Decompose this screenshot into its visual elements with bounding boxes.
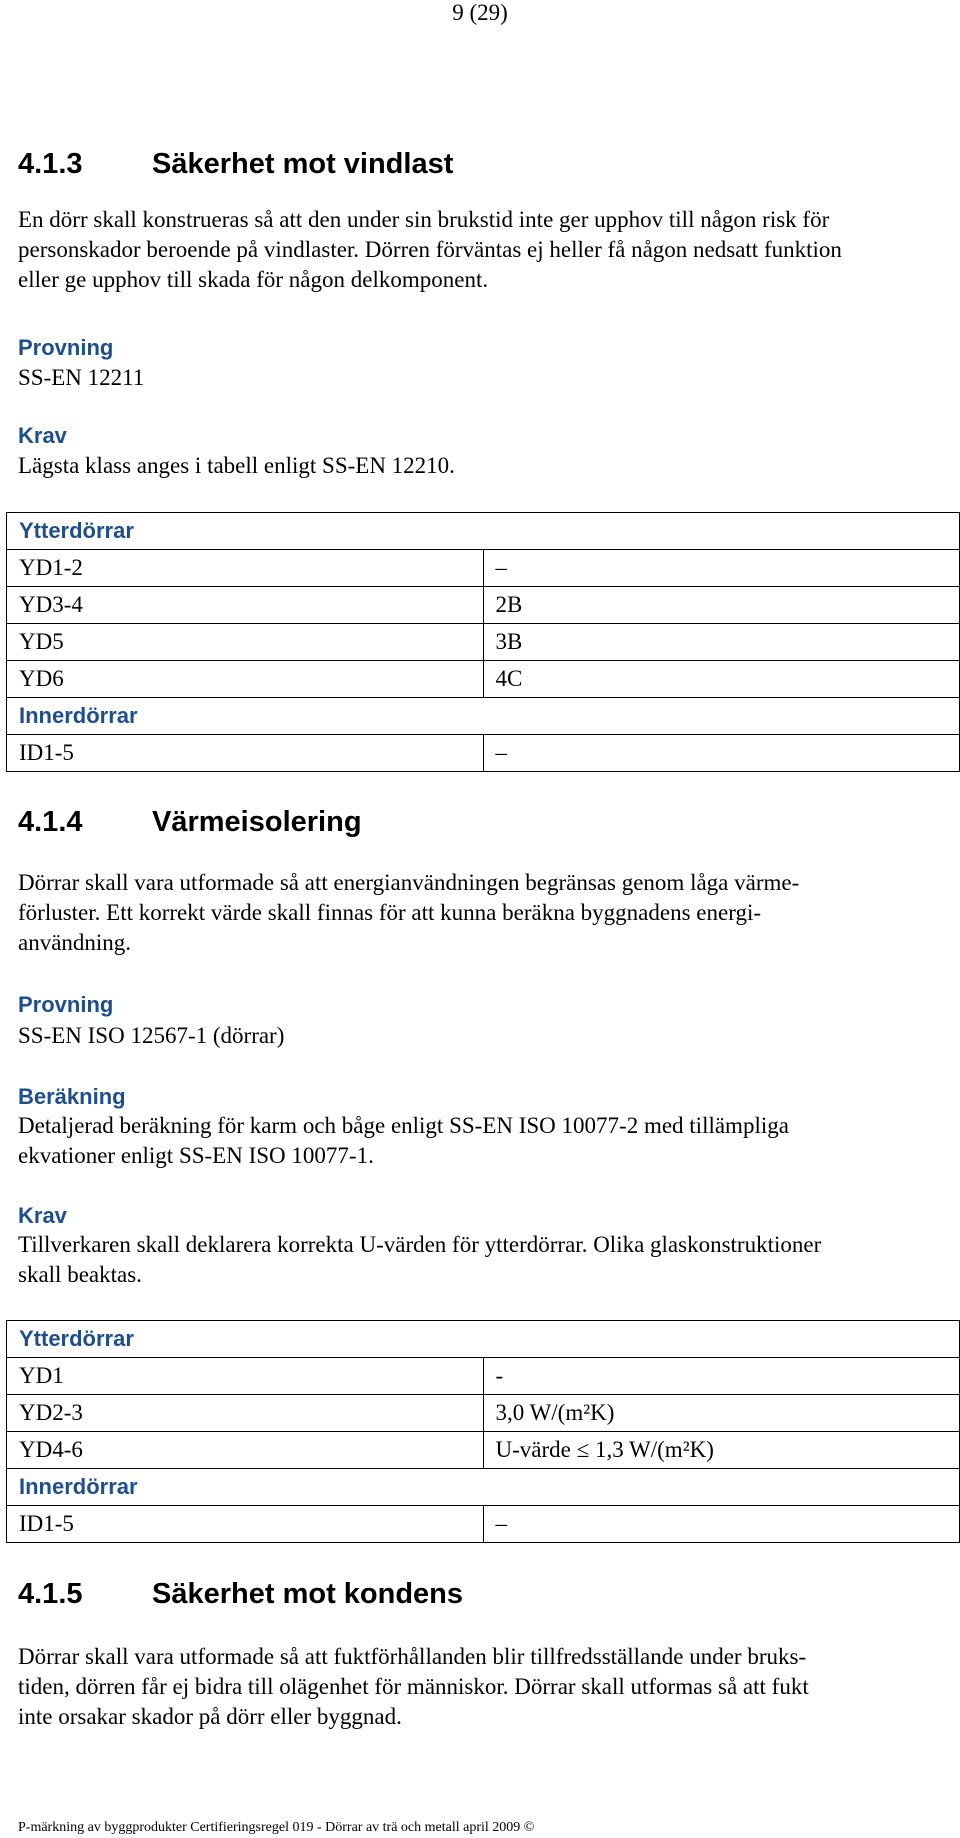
door-type-cell: ID1-5 [7, 735, 484, 772]
table-group-row [7, 1321, 960, 1358]
u-value-table [6, 1320, 960, 1543]
u-value-cell: 3,0 W/(m²K) [483, 1395, 960, 1432]
section-intro-paragraph [18, 205, 918, 295]
krav-value: Lägsta klass anges i tabell enligt SS-EN 12210. [18, 453, 455, 478]
provning-value: SS-EN 12211 [18, 365, 145, 390]
door-type-cell: YD3-4 [7, 587, 484, 624]
berakning-label: Beräkning [18, 1084, 126, 1109]
berakning-text [18, 1111, 918, 1171]
class-cell: – [483, 550, 960, 587]
krav-label: Krav [18, 1203, 67, 1228]
krav-label: Krav [18, 423, 67, 448]
door-type-cell: YD6 [7, 661, 484, 698]
table-row [7, 1358, 960, 1395]
paragraph-line: ekvationer enligt SS-EN ISO 10077-1. [18, 1143, 374, 1168]
class-cell: 3B [483, 624, 960, 661]
table-row [7, 1506, 960, 1543]
class-cell: 4C [483, 661, 960, 698]
provning-value: SS-EN ISO 12567-1 (dörrar) [18, 1023, 285, 1048]
paragraph-line: användning. [18, 930, 132, 955]
paragraph-line: förluster. Ett korrekt värde skall finnas för att kunna beräkna byggnadens energi- [18, 900, 761, 925]
section-number: 4.1.4 [18, 806, 83, 838]
table-group-header: Innerdörrar [7, 1469, 960, 1506]
page-footer: P-märkning av byggprodukter Certifieringsregel 019 - Dörrar av trä och metall april 2009 © [18, 1820, 535, 1835]
door-type-cell: YD2-3 [7, 1395, 484, 1432]
section-number: 4.1.3 [18, 148, 83, 180]
table-row [7, 661, 960, 698]
door-type-cell: ID1-5 [7, 1506, 484, 1543]
table-group-header: Ytterdörrar [7, 513, 960, 550]
u-value-cell: – [483, 1506, 960, 1543]
paragraph-line: Dörrar skall vara utformade så att energianvändningen begränsas genom låga värme- [18, 870, 800, 895]
section-title: Värmeisolering [152, 806, 362, 838]
table-row [7, 624, 960, 661]
wind-class-table [6, 512, 960, 772]
table-group-row [7, 513, 960, 550]
paragraph-line: inte orsakar skador på dörr eller byggnad. [18, 1704, 402, 1729]
paragraph-line: Tillverkaren skall deklarera korrekta U-värden för ytterdörrar. Olika glaskonstruktioner [18, 1232, 822, 1257]
u-value-cell: - [483, 1358, 960, 1395]
paragraph-line: personskador beroende på vindlaster. Dörren förväntas ej heller få någon nedsatt funktion [18, 237, 842, 262]
section-number: 4.1.5 [18, 1578, 83, 1610]
table-group-row [7, 698, 960, 735]
table-row [7, 1432, 960, 1469]
paragraph-line: Dörrar skall vara utformade så att fuktförhållanden blir tillfredsställande under bruks- [18, 1644, 807, 1669]
section-heading-4-1-3 [18, 146, 453, 182]
table-row [7, 550, 960, 587]
krav-text [18, 1230, 918, 1290]
section-heading-4-1-4 [18, 804, 362, 840]
provning-label: Provning [18, 335, 114, 360]
paragraph-line: eller ge upphov till skada för någon delkomponent. [18, 267, 489, 292]
page-number: 9 (29) [452, 0, 508, 25]
paragraph-line: skall beaktas. [18, 1262, 142, 1287]
section-intro-paragraph [18, 868, 918, 958]
table-group-header: Innerdörrar [7, 698, 960, 735]
table-row [7, 735, 960, 772]
table-group-row [7, 1469, 960, 1506]
u-value-cell: U-värde ≤ 1,3 W/(m²K) [483, 1432, 960, 1469]
table-row [7, 1395, 960, 1432]
provning-label: Provning [18, 992, 114, 1017]
door-type-cell: YD1 [7, 1358, 484, 1395]
class-cell: – [483, 735, 960, 772]
paragraph-line: En dörr skall konstrueras så att den under sin brukstid inte ger upphov till någon risk för [18, 207, 830, 232]
section-heading-4-1-5 [18, 1576, 463, 1612]
section-intro-paragraph [18, 1642, 918, 1732]
door-type-cell: YD1-2 [7, 550, 484, 587]
door-type-cell: YD5 [7, 624, 484, 661]
table-group-header: Ytterdörrar [7, 1321, 960, 1358]
section-title: Säkerhet mot vindlast [152, 148, 454, 180]
door-type-cell: YD4-6 [7, 1432, 484, 1469]
paragraph-line: tiden, dörren får ej bidra till olägenhet för människor. Dörrar skall utformas så att fukt [18, 1674, 809, 1699]
table-row [7, 587, 960, 624]
class-cell: 2B [483, 587, 960, 624]
paragraph-line: Detaljerad beräkning för karm och båge enligt SS-EN ISO 10077-2 med tillämpliga [18, 1113, 789, 1138]
section-title: Säkerhet mot kondens [152, 1578, 464, 1610]
